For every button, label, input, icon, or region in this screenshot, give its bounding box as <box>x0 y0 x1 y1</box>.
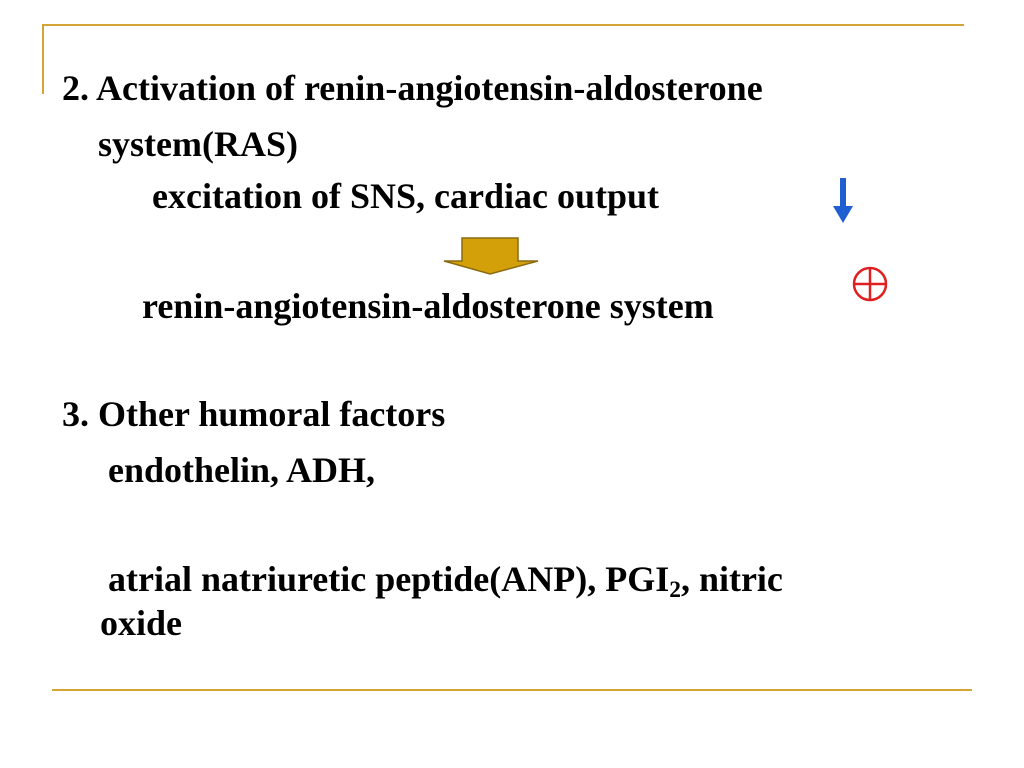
item3-line2-main: atrial natriuretic peptide(ANP), PGI <box>108 559 670 599</box>
item2-heading-line1: 2. Activation of renin-angiotensin-aldosterone <box>62 68 763 108</box>
item3-line2 <box>108 559 783 603</box>
item3-line3: oxide <box>100 603 183 643</box>
frame-bottom-rule <box>52 689 972 691</box>
block-arrow-down-icon <box>442 237 540 275</box>
item3-line1: endothelin, ADH, <box>108 450 376 490</box>
down-arrow-icon <box>831 178 855 224</box>
item3-line2-subscript: 2 <box>669 576 681 603</box>
frame-top-rule <box>42 24 964 26</box>
item3-heading: 3. Other humoral factors <box>62 394 446 434</box>
item3-line2-tail: , nitric <box>680 559 783 599</box>
item2-effect-text: renin-angiotensin-aldosterone system <box>142 286 714 326</box>
frame-left-rule <box>42 24 44 94</box>
item2-heading-line2: system(RAS) <box>98 124 298 164</box>
circled-plus-icon <box>850 264 890 304</box>
item2-cause-text: excitation of SNS, cardiac output <box>152 176 659 216</box>
